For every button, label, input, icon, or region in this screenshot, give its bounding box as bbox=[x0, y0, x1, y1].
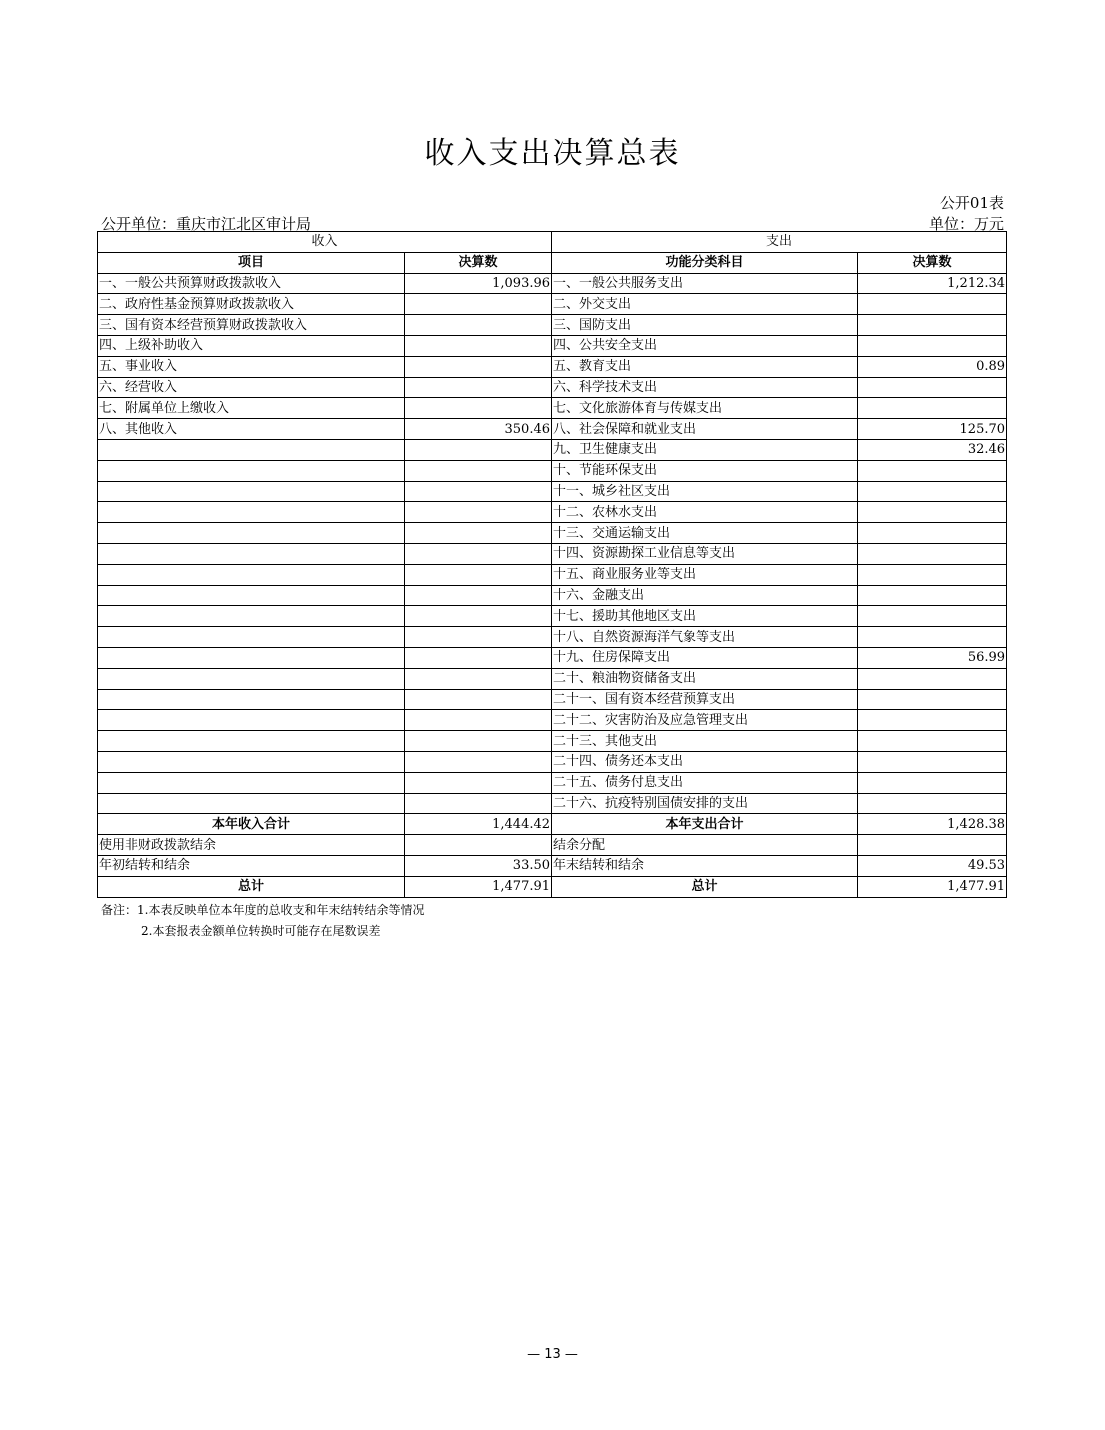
table-row bbox=[98, 460, 1007, 481]
income-item-cell bbox=[98, 439, 405, 460]
expense-amount-column-header: 决算数 bbox=[858, 252, 1007, 273]
table-row bbox=[98, 398, 1007, 419]
expense-amount-cell bbox=[858, 793, 1007, 814]
income-item-cell: 六、经营收入 bbox=[98, 377, 405, 398]
income-item-cell bbox=[98, 793, 405, 814]
income-item-cell bbox=[98, 523, 405, 544]
income-item-cell bbox=[98, 731, 405, 752]
income-amount-cell bbox=[405, 335, 552, 356]
subtotal-row bbox=[98, 814, 1007, 835]
notes bbox=[101, 900, 424, 942]
expense-amount-cell bbox=[858, 481, 1007, 502]
expense-amount-cell bbox=[858, 398, 1007, 419]
expense-item-cell: 一、一般公共服务支出 bbox=[552, 273, 858, 294]
expense-amount-cell: 1,212.34 bbox=[858, 273, 1007, 294]
income-item-cell: 八、其他收入 bbox=[98, 419, 405, 440]
expense-item-cell: 本年支出合计 bbox=[552, 814, 858, 835]
expense-amount-cell bbox=[858, 502, 1007, 523]
income-amount-cell: 33.50 bbox=[405, 855, 552, 876]
expense-item-cell: 九、卫生健康支出 bbox=[552, 439, 858, 460]
income-item-cell bbox=[98, 543, 405, 564]
income-item-cell bbox=[98, 564, 405, 585]
function-class-column-header: 功能分类科目 bbox=[552, 252, 858, 273]
expense-item-cell: 二、外交支出 bbox=[552, 294, 858, 315]
expense-amount-cell bbox=[858, 377, 1007, 398]
income-item-cell bbox=[98, 710, 405, 731]
expense-item-cell: 十七、援助其他地区支出 bbox=[552, 606, 858, 627]
expense-item-cell: 年末结转和结余 bbox=[552, 855, 858, 876]
page-title: 收入支出决算总表 bbox=[424, 136, 681, 171]
table-row bbox=[98, 502, 1007, 523]
income-amount-cell bbox=[405, 439, 552, 460]
expense-amount-cell: 32.46 bbox=[858, 439, 1007, 460]
income-amount-cell bbox=[405, 710, 552, 731]
table-body bbox=[98, 232, 1007, 898]
income-amount-cell bbox=[405, 502, 552, 523]
income-item-cell bbox=[98, 647, 405, 668]
grand-total-row bbox=[98, 876, 1007, 897]
expense-item-cell: 十二、农林水支出 bbox=[552, 502, 858, 523]
expense-amount-cell: 0.89 bbox=[858, 356, 1007, 377]
income-amount-cell bbox=[405, 751, 552, 772]
expense-item-cell: 二十六、抗疫特别国债安排的支出 bbox=[552, 793, 858, 814]
income-amount-cell bbox=[405, 835, 552, 856]
table-row bbox=[98, 751, 1007, 772]
income-item-cell bbox=[98, 689, 405, 710]
expense-item-cell: 八、社会保障和就业支出 bbox=[552, 419, 858, 440]
income-amount-cell bbox=[405, 377, 552, 398]
income-amount-cell: 1,477.91 bbox=[405, 876, 552, 897]
income-amount-cell bbox=[405, 606, 552, 627]
expense-item-cell: 四、公共安全支出 bbox=[552, 335, 858, 356]
expense-amount-cell: 56.99 bbox=[858, 647, 1007, 668]
section-header-row bbox=[98, 232, 1007, 253]
table-row bbox=[98, 772, 1007, 793]
expense-item-cell: 五、教育支出 bbox=[552, 356, 858, 377]
expense-item-cell: 十、节能环保支出 bbox=[552, 460, 858, 481]
income-amount-cell bbox=[405, 627, 552, 648]
income-amount-cell bbox=[405, 689, 552, 710]
expense-item-cell: 十五、商业服务业等支出 bbox=[552, 564, 858, 585]
table-row bbox=[98, 627, 1007, 648]
expense-amount-cell bbox=[858, 627, 1007, 648]
income-item-cell bbox=[98, 772, 405, 793]
income-item-cell: 七、附属单位上缴收入 bbox=[98, 398, 405, 419]
expense-amount-cell: 1,428.38 bbox=[858, 814, 1007, 835]
expense-item-cell: 三、国防支出 bbox=[552, 315, 858, 336]
expense-amount-cell bbox=[858, 564, 1007, 585]
table-row bbox=[98, 335, 1007, 356]
income-item-cell bbox=[98, 668, 405, 689]
income-amount-cell: 1,093.96 bbox=[405, 273, 552, 294]
expense-item-cell: 总计 bbox=[552, 876, 858, 897]
expense-item-cell: 二十五、债务付息支出 bbox=[552, 772, 858, 793]
page-number: — 13 — bbox=[527, 1347, 578, 1362]
carryover-row bbox=[98, 835, 1007, 856]
income-item-cell: 一、一般公共预算财政拨款收入 bbox=[98, 273, 405, 294]
income-amount-cell bbox=[405, 585, 552, 606]
table-row bbox=[98, 356, 1007, 377]
income-item-cell: 五、事业收入 bbox=[98, 356, 405, 377]
income-item-cell: 四、上级补助收入 bbox=[98, 335, 405, 356]
income-item-cell bbox=[98, 606, 405, 627]
income-amount-cell: 1,444.42 bbox=[405, 814, 552, 835]
table-row bbox=[98, 710, 1007, 731]
expense-item-cell: 二十四、债务还本支出 bbox=[552, 751, 858, 772]
income-amount-cell bbox=[405, 356, 552, 377]
budget-summary-table bbox=[97, 231, 1007, 898]
income-item-cell bbox=[98, 751, 405, 772]
table-row bbox=[98, 668, 1007, 689]
expense-header: 支出 bbox=[552, 232, 1007, 253]
income-item-cell: 总计 bbox=[98, 876, 405, 897]
table-row bbox=[98, 294, 1007, 315]
expense-amount-cell bbox=[858, 315, 1007, 336]
table-row bbox=[98, 315, 1007, 336]
expense-item-cell: 七、文化旅游体育与传媒支出 bbox=[552, 398, 858, 419]
income-item-cell: 使用非财政拨款结余 bbox=[98, 835, 405, 856]
table-row bbox=[98, 481, 1007, 502]
income-amount-cell bbox=[405, 793, 552, 814]
expense-item-cell: 二十一、国有资本经营预算支出 bbox=[552, 689, 858, 710]
expense-amount-cell bbox=[858, 543, 1007, 564]
expense-item-cell: 十三、交通运输支出 bbox=[552, 523, 858, 544]
expense-item-cell: 十八、自然资源海洋气象等支出 bbox=[552, 627, 858, 648]
expense-item-cell: 十六、金融支出 bbox=[552, 585, 858, 606]
expense-amount-cell bbox=[858, 689, 1007, 710]
income-amount-cell bbox=[405, 294, 552, 315]
expense-item-cell: 十四、资源勘探工业信息等支出 bbox=[552, 543, 858, 564]
expense-amount-cell bbox=[858, 606, 1007, 627]
income-item-cell: 二、政府性基金预算财政拨款收入 bbox=[98, 294, 405, 315]
table-row bbox=[98, 523, 1007, 544]
expense-amount-cell bbox=[858, 731, 1007, 752]
expense-amount-cell bbox=[858, 460, 1007, 481]
income-item-cell bbox=[98, 627, 405, 648]
expense-amount-cell bbox=[858, 585, 1007, 606]
expense-item-cell: 二十三、其他支出 bbox=[552, 731, 858, 752]
income-header: 收入 bbox=[98, 232, 552, 253]
income-item-cell bbox=[98, 481, 405, 502]
table-row bbox=[98, 647, 1007, 668]
expense-amount-cell bbox=[858, 335, 1007, 356]
table-row bbox=[98, 585, 1007, 606]
expense-item-cell: 二十、粮油物资储备支出 bbox=[552, 668, 858, 689]
expense-item-cell: 结余分配 bbox=[552, 835, 858, 856]
table-row bbox=[98, 419, 1007, 440]
form-code: 公开01表 bbox=[939, 194, 1004, 212]
expense-item-cell: 十九、住房保障支出 bbox=[552, 647, 858, 668]
table-row bbox=[98, 543, 1007, 564]
expense-item-cell: 十一、城乡社区支出 bbox=[552, 481, 858, 502]
income-item-cell: 年初结转和结余 bbox=[98, 855, 405, 876]
table-row bbox=[98, 606, 1007, 627]
income-amount-cell bbox=[405, 481, 552, 502]
expense-amount-cell: 125.70 bbox=[858, 419, 1007, 440]
income-amount-cell bbox=[405, 731, 552, 752]
income-amount-cell bbox=[405, 523, 552, 544]
income-item-cell: 三、国有资本经营预算财政拨款收入 bbox=[98, 315, 405, 336]
income-item-cell bbox=[98, 502, 405, 523]
income-amount-cell bbox=[405, 543, 552, 564]
income-amount-column-header: 决算数 bbox=[405, 252, 552, 273]
expense-amount-cell: 1,477.91 bbox=[858, 876, 1007, 897]
note-2: 2.本套报表金额单位转换时可能存在尾数误差 bbox=[141, 924, 381, 938]
table-row bbox=[98, 377, 1007, 398]
income-amount-cell bbox=[405, 564, 552, 585]
income-amount-cell bbox=[405, 772, 552, 793]
expense-amount-cell bbox=[858, 835, 1007, 856]
expense-amount-cell bbox=[858, 294, 1007, 315]
carryover-row bbox=[98, 855, 1007, 876]
expense-amount-cell bbox=[858, 772, 1007, 793]
table-row bbox=[98, 439, 1007, 460]
expense-item-cell: 二十二、灾害防治及应急管理支出 bbox=[552, 710, 858, 731]
expense-amount-cell: 49.53 bbox=[858, 855, 1007, 876]
expense-amount-cell bbox=[858, 751, 1007, 772]
income-item-cell bbox=[98, 460, 405, 481]
table-row bbox=[98, 273, 1007, 294]
income-amount-cell bbox=[405, 668, 552, 689]
income-amount-cell bbox=[405, 398, 552, 419]
expense-item-cell: 六、科学技术支出 bbox=[552, 377, 858, 398]
expense-amount-cell bbox=[858, 710, 1007, 731]
table-row bbox=[98, 689, 1007, 710]
note-1: 备注：1.本表反映单位本年度的总收支和年末结转结余等情况 bbox=[101, 903, 425, 917]
table-row bbox=[98, 793, 1007, 814]
item-column-header: 项目 bbox=[98, 252, 405, 273]
income-item-cell: 本年收入合计 bbox=[98, 814, 405, 835]
income-amount-cell bbox=[405, 647, 552, 668]
currency-unit: 单位：万元 bbox=[928, 215, 1004, 233]
income-item-cell bbox=[98, 585, 405, 606]
column-header-row bbox=[98, 252, 1007, 273]
income-amount-cell: 350.46 bbox=[405, 419, 552, 440]
income-amount-cell bbox=[405, 315, 552, 336]
expense-amount-cell bbox=[858, 523, 1007, 544]
expense-amount-cell bbox=[858, 668, 1007, 689]
table-row bbox=[98, 564, 1007, 585]
table-row bbox=[98, 731, 1007, 752]
income-amount-cell bbox=[405, 460, 552, 481]
reporting-unit: 公开单位：重庆市江北区审计局 bbox=[101, 215, 312, 233]
